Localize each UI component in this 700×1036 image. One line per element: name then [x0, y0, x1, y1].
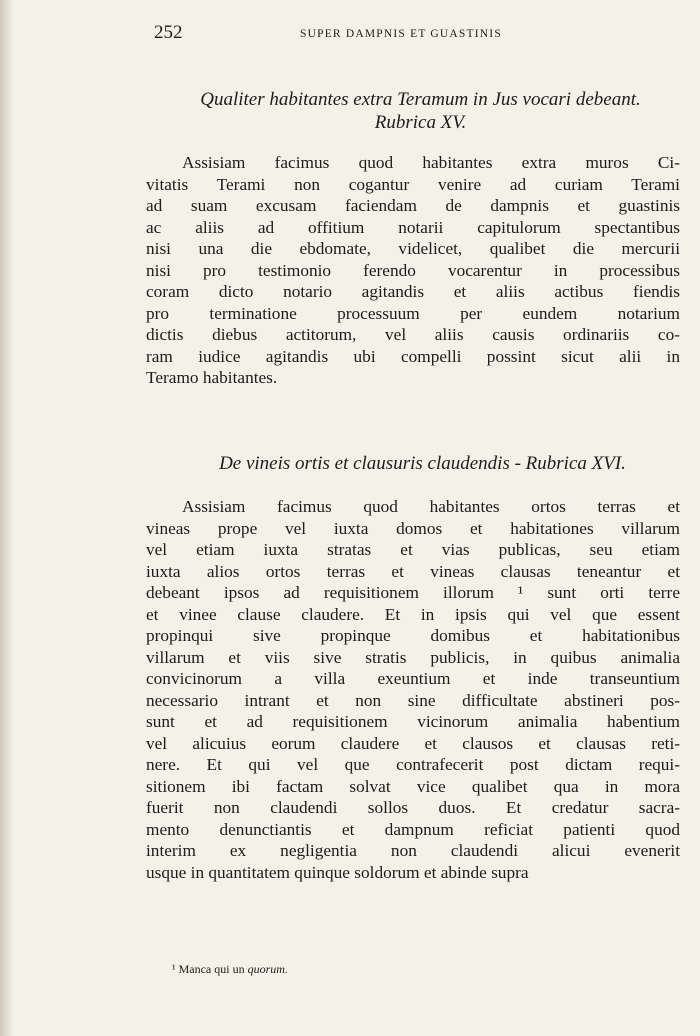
- footnote: [172, 962, 288, 977]
- paragraph-rubric-xv: [146, 152, 680, 389]
- page-number: 252: [154, 22, 183, 43]
- binding-shadow: [0, 0, 14, 1036]
- footnote-text: Manca qui un: [178, 962, 245, 976]
- text-line: necessario intrant et non sine difficultate abstineri pos-: [146, 690, 680, 710]
- footnote-marker: ¹: [172, 962, 176, 976]
- text-line: coram dicto notario agitandis et aliis actibus fiendis: [146, 282, 680, 301]
- text-line: vitatis Terami non cogantur venire ad curiam Terami: [146, 174, 680, 194]
- text-line: pro terminatione processuum per eundem notarium: [146, 303, 680, 323]
- text-line: ram iudice agitandis ubi compelli possint sicut alii in: [146, 346, 680, 366]
- text-line: fuerit non claudendi sollos duos. Et credatur sacra-: [146, 798, 680, 817]
- text-line: nisi una die ebdomate, videlicet, qualibet die mercurii: [146, 239, 680, 258]
- text-line: ad suam excusam faciendam de dampnis et guastinis: [146, 196, 680, 215]
- rubric-title-line: Qualiter habitantes extra Teramum in Jus vocari debeant.: [200, 89, 641, 110]
- text-line: vineas prope vel iuxta domos et habitationes villarum: [146, 518, 680, 538]
- text-line: dictis diebus actitorum, vel aliis causis ordinariis co-: [146, 325, 680, 344]
- text-line: et vinee clause claudere. Et in ipsis qui vel que essent: [146, 604, 680, 624]
- text-line: vel etiam iuxta stratas et vias publicas, seu etiam: [146, 540, 680, 559]
- rubric-title-xvi: [150, 452, 695, 475]
- text-line: Assisiam facimus quod habitantes extra muros Ci-: [182, 153, 680, 172]
- footnote-italic-word: quorum.: [247, 962, 288, 976]
- text-line: debeant ipsos ad requisitionem illorum ¹ sunt orti terre: [146, 583, 680, 602]
- rubric-title-line: De vineis ortis et clausuris claudendis - Rubrica XVI.: [219, 453, 626, 474]
- text-line: ac aliis ad offitium notarii capitulorum spectantibus: [146, 217, 680, 237]
- page-header: [154, 22, 694, 48]
- paragraph-rubric-xvi: [146, 496, 680, 883]
- text-line: vel alicuius eorum claudere et clausos et clausas reti-: [146, 733, 680, 753]
- text-line: sitionem ibi factam solvat vice qualibet qua in mora: [146, 776, 680, 796]
- rubric-title-line: Rubrica XV.: [374, 112, 467, 133]
- text-line: usque in quantitatem quinque soldorum et abinde supra: [146, 862, 529, 882]
- text-line: villarum et viis sive stratis publicis, in quibus animalia: [146, 647, 680, 667]
- text-line: iuxta alios ortos terras et vineas clausas teneantur et: [146, 561, 680, 581]
- text-line: propinqui sive propinque domibus et habitationibus: [146, 626, 680, 645]
- text-line: nisi pro testimonio ferendo vocarentur in processibus: [146, 260, 680, 280]
- text-line: mento denunctiantis et dampnum reficiat patienti quod: [146, 819, 680, 839]
- text-line: nere. Et qui vel que contrafecerit post dictam requi-: [146, 755, 680, 774]
- text-line: interim ex negligentia non claudendi alicui evenerit: [146, 841, 680, 860]
- text-line: convicinorum a villa exeuntium et inde transeuntium: [146, 669, 680, 688]
- running-head: SUPER DAMPNIS ET GUASTINIS: [300, 28, 502, 40]
- text-line: Teramo habitantes.: [146, 368, 278, 387]
- text-line: sunt et ad requisitionem vicinorum animalia habentium: [146, 712, 680, 731]
- text-line: Assisiam facimus quod habitantes ortos terras et: [182, 497, 680, 516]
- rubric-title-xv: [148, 88, 693, 134]
